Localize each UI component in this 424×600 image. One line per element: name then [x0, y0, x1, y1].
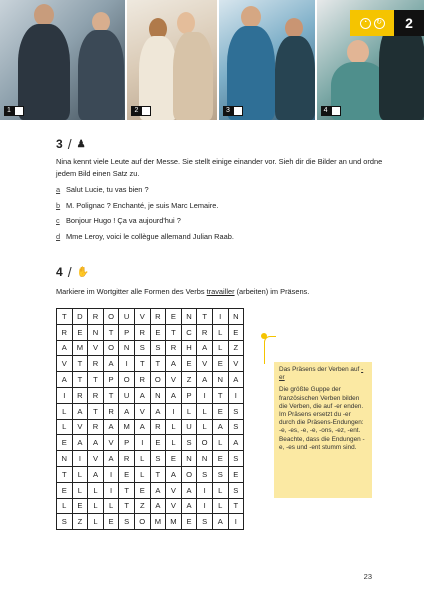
note-title-ending: -er — [279, 366, 364, 382]
grid-cell[interactable]: L — [197, 419, 213, 435]
sentence-text: Mme Leroy, voici le collègue allemand Julian Raab. — [66, 231, 234, 241]
grid-row — [57, 340, 244, 356]
grid-cell[interactable]: E — [150, 435, 166, 451]
grid-cell[interactable]: L — [197, 403, 213, 419]
sentence-letter: c — [56, 216, 60, 226]
grid-cell[interactable]: L — [88, 514, 104, 530]
grid-cell[interactable]: M — [166, 514, 182, 530]
unit-badge-icons — [350, 10, 394, 36]
grid-cell[interactable]: R — [150, 419, 166, 435]
answer-box[interactable] — [14, 106, 24, 116]
grid-cell[interactable]: R — [88, 387, 104, 403]
sentence-text: Bonjour Hugo ! Ça va aujourd'hui ? — [66, 216, 181, 226]
grid-cell[interactable]: I — [103, 466, 119, 482]
grid-cell[interactable]: R — [197, 324, 213, 340]
grid-cell[interactable]: S — [181, 435, 197, 451]
grid-cell[interactable]: P — [103, 372, 119, 388]
sentence-letter: b — [56, 200, 61, 210]
grid-cell[interactable]: O — [197, 435, 213, 451]
grid-row — [57, 309, 244, 325]
grid-cell[interactable]: A — [181, 482, 197, 498]
grid-cell[interactable]: T — [197, 309, 213, 325]
grid-cell[interactable]: E — [57, 482, 73, 498]
grid-cell[interactable]: N — [150, 387, 166, 403]
photo-number-box — [321, 106, 341, 116]
grid-cell[interactable]: A — [103, 356, 119, 372]
grid-cell[interactable]: I — [197, 482, 213, 498]
grid-cell[interactable]: N — [197, 451, 213, 467]
grid-cell[interactable]: O — [103, 309, 119, 325]
grid-cell[interactable]: E — [134, 482, 150, 498]
grid-cell[interactable]: R — [134, 324, 150, 340]
answer-box[interactable] — [331, 106, 341, 116]
grid-cell[interactable]: I — [166, 403, 182, 419]
grid-cell[interactable]: N — [119, 340, 135, 356]
grid-cell[interactable]: T — [134, 356, 150, 372]
grid-cell[interactable]: L — [134, 466, 150, 482]
grid-cell[interactable]: L — [103, 498, 119, 514]
grid-cell[interactable]: N — [228, 309, 244, 325]
grid-cell[interactable]: A — [212, 419, 228, 435]
grid-cell[interactable]: V — [88, 451, 104, 467]
grid-cell[interactable]: A — [228, 372, 244, 388]
person-figure — [173, 32, 213, 120]
grid-cell[interactable]: E — [150, 324, 166, 340]
grid-row — [57, 498, 244, 514]
grid-cell[interactable]: L — [212, 482, 228, 498]
grid-cell[interactable]: E — [57, 435, 73, 451]
grid-cell[interactable]: R — [57, 324, 73, 340]
note-pointer-line — [264, 336, 276, 364]
grid-cell[interactable]: V — [134, 309, 150, 325]
grid-cell[interactable]: N — [212, 372, 228, 388]
grid-cell[interactable]: U — [119, 309, 135, 325]
grid-cell[interactable]: S — [150, 340, 166, 356]
grid-cell[interactable]: A — [88, 466, 104, 482]
grid-cell[interactable]: T — [228, 498, 244, 514]
grid-cell[interactable]: R — [72, 387, 88, 403]
hand-icon: ✋ — [76, 266, 90, 278]
grid-cell[interactable]: E — [228, 466, 244, 482]
grid-cell[interactable]: U — [181, 419, 197, 435]
grid-cell[interactable]: R — [103, 403, 119, 419]
photo-number: 1 — [4, 106, 14, 116]
grid-cell[interactable]: T — [150, 356, 166, 372]
photo-number-box — [4, 106, 24, 116]
person-icon: ♟ — [76, 138, 86, 150]
grid-cell[interactable]: L — [57, 419, 73, 435]
exercise-4-heading — [56, 264, 89, 280]
grid-cell[interactable]: I — [103, 482, 119, 498]
sentence-item[interactable] — [56, 213, 234, 229]
grid-cell[interactable]: I — [119, 356, 135, 372]
grid-cell[interactable]: Z — [181, 372, 197, 388]
grid-cell[interactable]: O — [119, 372, 135, 388]
grid-cell[interactable]: I — [228, 514, 244, 530]
speech-bubble-icon: ◔ — [360, 18, 371, 29]
grid-cell[interactable]: C — [181, 324, 197, 340]
grid-cell[interactable]: L — [212, 498, 228, 514]
grid-cell[interactable]: T — [119, 482, 135, 498]
grid-cell[interactable]: L — [166, 419, 182, 435]
grid-cell[interactable]: T — [119, 498, 135, 514]
sentence-text: Salut Lucie, tu vas bien ? — [66, 185, 149, 195]
grid-cell[interactable]: A — [212, 514, 228, 530]
photo-number: 2 — [131, 106, 141, 116]
grid-cell[interactable]: I — [72, 451, 88, 467]
grid-cell[interactable]: A — [88, 435, 104, 451]
photo-number: 4 — [321, 106, 331, 116]
note-title — [279, 366, 367, 382]
grid-cell[interactable]: V — [134, 403, 150, 419]
grid-cell[interactable]: S — [134, 340, 150, 356]
grid-cell[interactable]: S — [119, 514, 135, 530]
exercise-4-instruction — [56, 286, 386, 298]
photo-number-box — [131, 106, 151, 116]
grid-cell[interactable]: L — [212, 324, 228, 340]
note-title-text: Das Präsens der Verben auf — [279, 366, 362, 373]
grid-cell[interactable]: P — [119, 324, 135, 340]
grid-cell[interactable]: L — [212, 340, 228, 356]
grid-cell[interactable]: P — [119, 435, 135, 451]
grid-cell[interactable]: A — [197, 372, 213, 388]
note-body: Die größte Guppe der französischen Verben bilden die Verben, die auf -er enden. Im Präsens ersetzt du -er durch die Präsens-Endungen: -e, -es, -e, -e, -ons, -ez, -ent. Beachte, dass die Endungen -e, -es und -ent stumm sind. — [279, 386, 365, 451]
answer-box[interactable] — [233, 106, 243, 116]
grid-cell[interactable]: M — [72, 340, 88, 356]
grid-row — [57, 466, 244, 482]
grid-cell[interactable]: E — [119, 466, 135, 482]
grid-cell[interactable]: L — [88, 482, 104, 498]
grid-cell[interactable]: S — [197, 466, 213, 482]
word-search-grid — [56, 308, 244, 530]
grid-cell[interactable]: E — [181, 514, 197, 530]
grid-cell[interactable]: L — [181, 403, 197, 419]
grid-row — [57, 356, 244, 372]
grid-cell[interactable]: T — [103, 387, 119, 403]
grid-cell[interactable]: N — [181, 451, 197, 467]
grid-cell[interactable]: E — [72, 324, 88, 340]
grid-cell[interactable]: S — [228, 403, 244, 419]
person-figure — [18, 24, 70, 120]
grid-cell[interactable]: R — [119, 451, 135, 467]
grid-row — [57, 403, 244, 419]
grid-cell[interactable]: Z — [134, 498, 150, 514]
grid-cell[interactable]: U — [119, 387, 135, 403]
grid-cell[interactable]: T — [57, 466, 73, 482]
grid-cell[interactable]: L — [72, 482, 88, 498]
grid-cell[interactable]: L — [88, 498, 104, 514]
sentence-letter: a — [56, 185, 61, 195]
photo-1 — [0, 0, 125, 120]
photo-number: 3 — [223, 106, 233, 116]
grid-cell[interactable]: E — [181, 356, 197, 372]
grid-cell[interactable]: T — [103, 324, 119, 340]
grid-cell[interactable]: D — [72, 309, 88, 325]
grid-cell[interactable]: E — [212, 451, 228, 467]
exercise-3-sentences — [56, 182, 234, 244]
photo-3 — [219, 0, 315, 120]
grid-cell[interactable]: A — [134, 387, 150, 403]
grid-cell[interactable]: M — [150, 514, 166, 530]
grid-cell[interactable]: O — [103, 340, 119, 356]
grid-cell[interactable]: L — [72, 466, 88, 482]
person-figure — [275, 36, 315, 120]
grid-cell[interactable]: M — [119, 419, 135, 435]
grid-cell[interactable]: S — [228, 419, 244, 435]
sentence-letter: d — [56, 231, 61, 241]
person-head — [241, 6, 261, 28]
sentence-item[interactable] — [56, 198, 234, 214]
unit-badge — [350, 10, 424, 36]
grid-cell[interactable]: S — [228, 482, 244, 498]
person-figure — [78, 30, 124, 120]
grid-row — [57, 435, 244, 451]
unit-number: 2 — [394, 10, 424, 36]
slash-divider: / — [67, 264, 72, 280]
grid-cell[interactable]: R — [88, 356, 104, 372]
exercise-3-heading — [56, 136, 86, 152]
grid-cell[interactable]: S — [150, 451, 166, 467]
grid-cell[interactable]: N — [57, 451, 73, 467]
grid-cell[interactable]: A — [119, 403, 135, 419]
grid-cell[interactable]: R — [134, 372, 150, 388]
grid-row — [57, 482, 244, 498]
grid-cell[interactable]: E — [72, 498, 88, 514]
grid-cell[interactable]: I — [134, 435, 150, 451]
grid-cell[interactable]: R — [88, 419, 104, 435]
grid-row — [57, 514, 244, 530]
grid-cell[interactable]: V — [88, 340, 104, 356]
grid-cell[interactable]: A — [72, 403, 88, 419]
grid-row — [57, 419, 244, 435]
grid-cell[interactable]: L — [134, 451, 150, 467]
grid-cell[interactable]: L — [57, 403, 73, 419]
sentence-text: M. Polignac ? Enchanté, je suis Marc Lemaire. — [66, 200, 219, 210]
grid-cell[interactable]: S — [197, 514, 213, 530]
grid-cell[interactable]: E — [166, 451, 182, 467]
grid-cell[interactable]: O — [134, 514, 150, 530]
grid-cell[interactable]: L — [57, 498, 73, 514]
grid-cell[interactable]: H — [181, 340, 197, 356]
grid-cell[interactable]: A — [150, 482, 166, 498]
grid-cell[interactable]: E — [103, 514, 119, 530]
answer-box[interactable] — [141, 106, 151, 116]
grid-cell[interactable]: A — [103, 419, 119, 435]
grid-cell[interactable]: V — [166, 498, 182, 514]
grid-cell[interactable]: A — [228, 435, 244, 451]
instruction-text: (arbeiten) im Präsens. — [234, 287, 310, 296]
grid-cell[interactable]: A — [150, 403, 166, 419]
grid-cell[interactable]: E — [166, 309, 182, 325]
grid-cell[interactable]: T — [72, 372, 88, 388]
grid-cell[interactable]: V — [166, 482, 182, 498]
grid-cell[interactable]: A — [72, 435, 88, 451]
arrow-circle-icon: ↻ — [374, 18, 385, 29]
grid-cell[interactable]: R — [150, 309, 166, 325]
grid-cell[interactable]: L — [212, 435, 228, 451]
grid-cell[interactable]: T — [150, 466, 166, 482]
exercise-number: 3 — [56, 137, 63, 151]
exercise-3-instruction: Nina kennt viele Leute auf der Messe. Sie stellt einige einander vor. Sieh dir die Bilder an und ordne jedem Bild einen Satz zu. — [56, 157, 383, 178]
grid-cell[interactable]: Z — [228, 340, 244, 356]
sentence-item[interactable] — [56, 229, 234, 245]
grid-cell[interactable]: T — [212, 387, 228, 403]
grid-cell[interactable]: T — [88, 403, 104, 419]
grid-cell[interactable]: E — [212, 356, 228, 372]
grid-cell[interactable]: E — [228, 324, 244, 340]
grid-cell[interactable]: T — [166, 324, 182, 340]
grid-cell[interactable]: V — [197, 356, 213, 372]
page-number: 23 — [363, 572, 372, 581]
person-head — [285, 18, 303, 38]
grid-cell[interactable]: S — [57, 514, 73, 530]
photo-number-box — [223, 106, 243, 116]
grid-cell[interactable]: I — [197, 387, 213, 403]
grid-cell[interactable]: A — [57, 340, 73, 356]
grid-row — [57, 324, 244, 340]
grid-cell[interactable]: A — [166, 356, 182, 372]
grid-cell[interactable]: R — [166, 340, 182, 356]
grammar-note — [274, 362, 372, 498]
grid-row — [57, 387, 244, 403]
grid-cell[interactable]: V — [72, 419, 88, 435]
grid-row — [57, 372, 244, 388]
grid-cell[interactable]: N — [181, 309, 197, 325]
grid-cell[interactable]: T — [72, 356, 88, 372]
grid-cell[interactable]: L — [166, 435, 182, 451]
grid-cell[interactable]: T — [88, 372, 104, 388]
person-head — [34, 4, 54, 26]
slash-divider: / — [67, 136, 72, 152]
grid-cell[interactable]: S — [212, 466, 228, 482]
grid-cell[interactable]: V — [103, 435, 119, 451]
grid-cell[interactable]: I — [197, 498, 213, 514]
grid-cell[interactable]: A — [57, 372, 73, 388]
person-head — [347, 40, 369, 64]
grid-cell[interactable]: A — [103, 451, 119, 467]
grid-cell[interactable]: I — [228, 387, 244, 403]
grid-cell[interactable]: V — [57, 356, 73, 372]
person-head — [177, 12, 195, 34]
sentence-item[interactable] — [56, 182, 234, 198]
verb-infinitive: travailler — [206, 287, 235, 296]
grid-cell[interactable]: V — [166, 372, 182, 388]
instruction-text: Markiere im Wortgitter alle Formen des Verbs — [56, 287, 207, 296]
grid-cell[interactable]: N — [88, 324, 104, 340]
grid-cell[interactable]: I — [57, 387, 73, 403]
grid-cell[interactable]: A — [134, 419, 150, 435]
grid-cell[interactable]: R — [88, 309, 104, 325]
person-head — [92, 12, 110, 32]
grid-cell[interactable]: O — [150, 372, 166, 388]
grid-cell[interactable]: V — [228, 356, 244, 372]
photo-2 — [127, 0, 217, 120]
grid-cell[interactable]: A — [166, 466, 182, 482]
grid-cell[interactable]: A — [150, 498, 166, 514]
grid-cell[interactable]: A — [181, 498, 197, 514]
grid-cell[interactable]: S — [228, 451, 244, 467]
grid-cell[interactable]: A — [166, 387, 182, 403]
grid-cell[interactable]: I — [212, 309, 228, 325]
grid-cell[interactable]: T — [57, 309, 73, 325]
grid-cell[interactable]: O — [181, 466, 197, 482]
grid-cell[interactable]: A — [197, 340, 213, 356]
grid-cell[interactable]: E — [212, 403, 228, 419]
grid-row — [57, 451, 244, 467]
exercise-number: 4 — [56, 265, 63, 279]
grid-cell[interactable]: P — [181, 387, 197, 403]
grid-cell[interactable]: Z — [72, 514, 88, 530]
